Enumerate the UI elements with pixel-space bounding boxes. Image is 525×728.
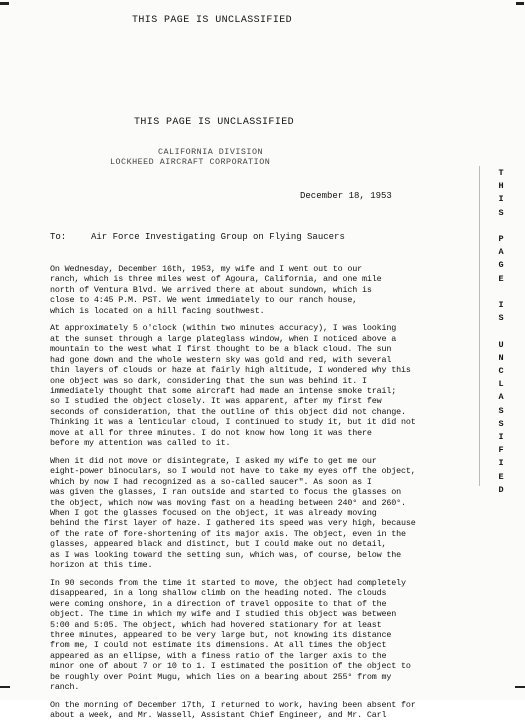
side-letter: I — [498, 194, 504, 205]
paragraph — [50, 264, 490, 316]
side-letter: U — [498, 339, 504, 350]
text-line: which is located on a hill facing southwest. — [50, 305, 265, 316]
paragraph — [50, 578, 490, 693]
side-letter: I — [498, 432, 504, 443]
classification-marking-secondary: THIS PAGE IS UNCLASSIFIED — [134, 117, 295, 128]
text-line: object. The time in which my wife and I studied this object was between — [50, 609, 397, 620]
text-line: move at all for three minutes. I do not know how long it was there — [50, 427, 372, 438]
side-letter: D — [498, 484, 504, 495]
text-line: disappeared, in a long shallow climb on the heading noted. The clouds — [50, 588, 387, 599]
text-line: ranch. — [50, 682, 80, 693]
text-line: which by now I had recognized as a so-called saucer". As soon as I — [50, 476, 372, 487]
text-line: At approximately 5 o'clock (within two minutes accuracy), I was looking — [50, 323, 397, 334]
text-line: horizon at this time. — [50, 560, 153, 571]
text-line: mountain to the west what I first thought to be a black cloud. The sun — [50, 344, 392, 355]
side-letter: F — [498, 445, 504, 456]
side-letter: C — [498, 366, 504, 377]
text-line: immediately thought that some aircraft had made an intense smoke trail; — [50, 385, 397, 396]
text-line: When I got the glasses focused on the object, it was already moving — [50, 507, 377, 518]
classification-marking-top: THIS PAGE IS UNCLASSIFIED — [132, 15, 293, 26]
side-letter: I — [498, 300, 504, 311]
side-letter: I — [498, 458, 504, 469]
recipient: Air Force Investigating Group on Flying Saucers — [91, 232, 345, 242]
text-line: the object, which now was moving fast on a heading between 240° and 260°. — [50, 497, 406, 508]
side-letter: S — [498, 405, 504, 416]
text-line: Thinking it was a lenticular cloud, I continued to study it, but it did not — [50, 417, 416, 428]
text-line: as I was looking toward the setting sun, which was, of course, below the — [50, 549, 402, 560]
text-line: of the rate of fore-shortening of its major axis. The object, even in the — [50, 528, 406, 539]
text-line: ranch, which is three miles west of Agoura, California, and one mile — [50, 274, 382, 285]
text-line: In 90 seconds from the time it started to move, the object had completely — [50, 577, 406, 588]
text-line: one object was so dark, considering that the sun was behind it. I — [50, 375, 367, 386]
side-letter: S — [498, 418, 504, 429]
letterhead-company: LOCKHEED AIRCRAFT CORPORATION — [110, 157, 271, 167]
text-line: glasses, appeared black and distinct, but I could make out no detail, — [50, 539, 387, 550]
text-line: so I studied the object closely. It was apparent, after my first few — [50, 396, 382, 407]
text-line: On Wednesday, December 16th, 1953, my wife and I went out to our — [50, 264, 363, 274]
side-letter — [491, 220, 511, 233]
scan-mark — [0, 2, 9, 5]
text-line: from me, I could not estimate its dimensions. At all times the object — [50, 640, 387, 651]
letterhead — [110, 147, 270, 167]
text-line: be roughly over Point Mugu, which lies on a bearing about 255° from my — [50, 671, 392, 682]
scan-mark — [515, 686, 525, 688]
side-letter: L — [498, 379, 504, 390]
text-line: about a week, and Mr. Wassell, Assistant Chief Engineer, and Mr. Carl — [50, 710, 387, 721]
side-letter: E — [498, 471, 504, 482]
side-letter: A — [498, 247, 504, 258]
side-letter: G — [498, 260, 504, 271]
side-letter: H — [498, 181, 504, 192]
side-letter: S — [498, 313, 504, 324]
side-letter: A — [498, 392, 504, 403]
text-line: were coming onshore, in a direction of travel opposite to that of the — [50, 598, 387, 609]
recipient-label: To: — [50, 232, 67, 242]
text-line: was given the glasses, I ran outside and started to focus the glasses on — [50, 487, 402, 498]
text-line: north of Ventura Blvd. We arrived there at about sundown, which is — [50, 284, 372, 295]
text-line: eight-power binoculars, so I would not have to take my eyes off the object, — [50, 466, 416, 477]
text-line: On the morning of December 17th, I returned to work, having been absent for — [50, 699, 416, 710]
side-letter: S — [498, 207, 504, 218]
text-line: thin layers of clouds or haze at fairly high altitude, I wondered why this — [50, 365, 411, 376]
side-letter — [491, 325, 511, 338]
classification-marking-vertical — [491, 167, 511, 497]
text-line: When it did not move or disintegrate, I asked my wife to get me our — [50, 455, 377, 466]
text-line: minor one of about 7 or 10 to 1. I estimated the position of the object to — [50, 661, 411, 672]
letter-date: December 18, 1953 — [300, 191, 392, 201]
text-line: at the sunset through a large plateglass window, when I noticed above a — [50, 333, 397, 344]
text-line: appeared as an ellipse, with a finess ratio of the larger axis to the — [50, 650, 387, 661]
side-letter — [491, 286, 511, 299]
paragraph — [50, 323, 490, 448]
text-line: behind the first layer of haze. I gathered its speed was very high, because — [50, 518, 416, 529]
side-letter: N — [498, 352, 504, 363]
text-line: seconds of consideration, that the outline of this object did not change. — [50, 406, 406, 417]
side-letter: E — [498, 273, 504, 284]
text-line: close to 4:45 P.M. PST. We went immediately to our ranch house, — [50, 295, 358, 306]
text-line: three minutes, appeared to be very large but, not knowing its distance — [50, 629, 392, 640]
letterhead-division: CALIFORNIA DIVISION — [158, 147, 263, 157]
scan-mark — [0, 686, 10, 688]
text-line: had gone down and the whole western sky was gold and red, with several — [50, 354, 392, 365]
paragraph — [50, 700, 490, 721]
letter-body — [50, 264, 490, 728]
paragraph — [50, 456, 490, 571]
scan-mark — [516, 2, 524, 5]
side-letter: T — [498, 168, 504, 178]
side-letter: P — [498, 234, 504, 245]
text-line: 5:00 and 5:05. The object, which had hovered stationary for at least — [50, 619, 382, 630]
text-line: before my attention was called to it. — [50, 438, 231, 449]
